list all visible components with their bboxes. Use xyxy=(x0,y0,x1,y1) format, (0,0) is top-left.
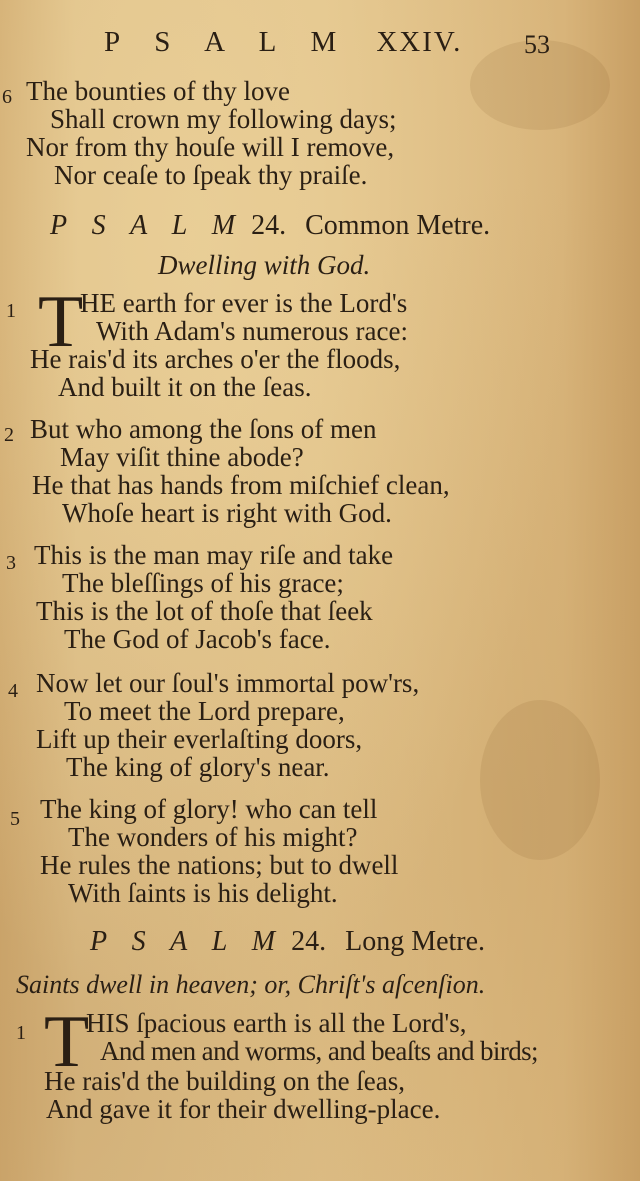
verse-line: He rais'd the building on the ſeas, xyxy=(44,1066,406,1096)
metre-label: Long Metre. xyxy=(345,926,486,957)
verse-line: With Adam's numerous race: xyxy=(96,316,408,346)
verse-line: HIS ſpacious earth is all the Lord's, xyxy=(86,1008,467,1038)
verse-line: The God of Jacob's face. xyxy=(64,624,331,654)
psalm-label: P S A L M xyxy=(90,926,285,957)
drop-cap: T xyxy=(38,281,84,363)
verse-line: This is the lot of thoſe that ſeek xyxy=(36,596,373,626)
psalm-number: 24. xyxy=(251,210,287,241)
verse-line: He that has hands from miſchief clean, xyxy=(32,470,450,500)
verse-line: May viſit thine abode? xyxy=(60,442,304,472)
verse-line: And men and worms, and beaſts and birds; xyxy=(100,1036,538,1066)
verse-line: The wonders of his might? xyxy=(68,822,358,852)
section-subtitle: Dwelling with God. xyxy=(158,250,371,280)
verse-line: With ſaints is his delight. xyxy=(68,878,338,908)
verse-line: And built it on the ſeas. xyxy=(58,372,312,402)
verse-number: 1 xyxy=(16,1022,26,1044)
verse-line: The bleſſings of his grace; xyxy=(62,568,344,598)
verse-line: The king of glory! who can tell xyxy=(40,794,378,824)
running-head-label: P S A L M xyxy=(104,26,351,58)
verse-number: 5 xyxy=(10,808,20,830)
verse-line: And gave it for their dwelling-place. xyxy=(46,1094,441,1124)
verse-number: 2 xyxy=(4,424,14,446)
drop-cap: T xyxy=(44,1001,90,1083)
metre-label: Common Metre. xyxy=(305,210,491,241)
verse-line: Shall crown my following days; xyxy=(50,104,397,134)
verse-line: But who among the ſons of men xyxy=(30,414,377,444)
running-head xyxy=(104,26,462,59)
verse-line: HE earth for ever is the Lord's xyxy=(80,288,408,318)
verse-line: He rais'd its arches o'er the floods, xyxy=(30,344,401,374)
verse-line: Lift up their everlaſting doors, xyxy=(36,724,363,754)
verse-number: 1 xyxy=(6,300,16,322)
verse-line: Now let our ſoul's immortal pow'rs, xyxy=(36,668,420,698)
page-number: 53 xyxy=(524,30,550,59)
verse-number: 3 xyxy=(6,552,16,574)
running-head-number: XXIV. xyxy=(376,26,463,58)
psalm-label: P S A L M xyxy=(50,210,245,241)
verse-line: The bounties of thy love xyxy=(26,76,290,106)
verse-line: Whoſe heart is right with God. xyxy=(62,498,392,528)
verse-number: 6 xyxy=(2,86,12,108)
verse-line: The king of glory's near. xyxy=(66,752,330,782)
section-heading xyxy=(50,210,490,242)
verse-line: This is the man may riſe and take xyxy=(34,540,394,570)
section-heading xyxy=(90,926,485,958)
verse-number: 4 xyxy=(8,680,18,702)
section-subtitle: Saints dwell in heaven; or, Chriſt's aſcenſion. xyxy=(16,970,486,999)
verse-line: Nor from thy houſe will I remove, xyxy=(26,132,395,162)
psalm-number: 24. xyxy=(291,926,327,957)
verse-line: He rules the nations; but to dwell xyxy=(40,850,399,880)
verse-line: To meet the Lord prepare, xyxy=(64,696,345,726)
verse-line: Nor ceaſe to ſpeak thy praiſe. xyxy=(54,160,368,190)
